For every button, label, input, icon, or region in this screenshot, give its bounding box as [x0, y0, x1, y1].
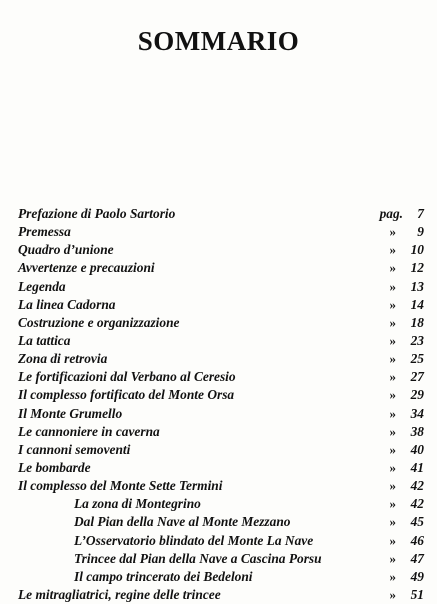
toc-entry	[18, 350, 424, 368]
toc-page-marker: »	[389, 387, 396, 403]
toc-entry-title: La zona di Montegrino	[74, 496, 201, 512]
toc-page-number: 47	[410, 550, 424, 566]
toc-entry	[18, 477, 424, 495]
toc-page-marker: »	[389, 441, 396, 457]
toc-entry	[18, 441, 424, 459]
toc-entry	[18, 314, 424, 332]
toc-entry-title: Legenda	[18, 278, 66, 294]
toc-entry	[18, 568, 424, 586]
toc-entry-title: Le cannoniere in caverna	[18, 423, 160, 439]
toc-page-marker: »	[389, 423, 396, 439]
toc-page-marker: »	[389, 550, 396, 566]
toc-entry	[18, 423, 424, 441]
toc-page-marker: »	[389, 568, 396, 584]
toc-page-number: 38	[410, 423, 424, 439]
toc-page-marker: »	[389, 314, 396, 330]
toc-entry-title: Costruzione e organizzazione	[18, 314, 180, 330]
toc-entry-title: Premessa	[18, 224, 71, 240]
toc-page-marker: »	[389, 496, 396, 512]
toc-entry-title: I cannoni semoventi	[18, 441, 131, 457]
toc-page-marker: »	[389, 351, 396, 367]
toc-page-marker: »	[389, 242, 396, 258]
toc-entry-title: Il Monte Grumello	[18, 405, 123, 421]
toc-entry	[18, 259, 424, 277]
toc-entry-title: La tattica	[18, 332, 71, 348]
table-of-contents	[18, 205, 424, 604]
toc-page-marker: »	[389, 478, 396, 494]
toc-page-number: 27	[410, 369, 424, 385]
toc-page-marker: »	[389, 296, 396, 312]
toc-page-marker: »	[389, 224, 396, 240]
toc-entry	[18, 241, 424, 259]
toc-page-number: 46	[410, 532, 424, 548]
toc-entry	[18, 278, 424, 296]
toc-page-marker: »	[389, 459, 396, 475]
toc-page-number: 34	[410, 405, 424, 421]
toc-page-number: 29	[410, 387, 424, 403]
toc-entry	[18, 205, 424, 223]
toc-page-number: 42	[410, 478, 424, 494]
toc-entry-title: Il complesso fortificato del Monte Orsa	[18, 387, 235, 403]
toc-entry	[18, 495, 424, 513]
toc-entry-title: Il complesso del Monte Sette Termini	[18, 478, 223, 494]
toc-page-number: 40	[410, 441, 424, 457]
toc-entry	[18, 532, 424, 550]
toc-page-marker: »	[389, 369, 396, 385]
toc-page-marker: »	[389, 586, 396, 602]
toc-page-marker: »	[389, 332, 396, 348]
toc-entry-title: Prefazione di Paolo Sartorio	[18, 206, 176, 221]
toc-page-number: 45	[410, 514, 424, 530]
toc-entry	[18, 459, 424, 477]
toc-entry-title: Zona di retrovia	[18, 351, 108, 367]
toc-entry	[18, 513, 424, 531]
toc-entry	[18, 550, 424, 568]
toc-entry	[18, 586, 424, 604]
toc-page-number: 49	[410, 568, 424, 584]
toc-page-number: 41	[410, 459, 424, 475]
toc-page-number: 42	[410, 496, 424, 512]
toc-page-marker: »	[389, 278, 396, 294]
toc-page-number: 18	[410, 314, 424, 330]
toc-entry-title: Le fortificazioni dal Verbano al Ceresio	[18, 369, 236, 385]
toc-page-marker: »	[389, 405, 396, 421]
toc-page-marker: pag.	[379, 206, 403, 221]
toc-page-number: 12	[410, 260, 424, 276]
toc-page-number: 23	[410, 332, 424, 348]
page-title: SOMMARIO	[137, 26, 300, 56]
toc-page-number: 51	[410, 586, 424, 602]
toc-entry	[18, 296, 424, 314]
toc-page-number: 25	[410, 351, 424, 367]
toc-entry	[18, 405, 424, 423]
toc-entry-title: Quadro d’unione	[18, 242, 114, 258]
toc-page-number: 7	[417, 206, 424, 221]
toc-entry-title: Trincee dal Pian della Nave a Cascina Porsu	[74, 550, 322, 566]
toc-entry	[18, 386, 424, 404]
toc-entry-title: La linea Cadorna	[18, 296, 116, 312]
toc-entry-title: L’Osservatorio blindato del Monte La Nave	[74, 532, 314, 548]
toc-page-number: 9	[417, 224, 424, 240]
toc-page-number: 10	[410, 242, 424, 258]
toc-entry-title: Dal Pian della Nave al Monte Mezzano	[74, 514, 291, 530]
toc-entry	[18, 223, 424, 241]
toc-page-number: 13	[410, 278, 424, 294]
toc-entry	[18, 332, 424, 350]
toc-page-number: 14	[410, 296, 424, 312]
toc-entry	[18, 368, 424, 386]
toc-page-marker: »	[389, 260, 396, 276]
toc-entry-title: Il campo trincerato dei Bedeloni	[74, 568, 253, 584]
toc-page-marker: »	[389, 514, 396, 530]
toc-entry-title: Le bombarde	[18, 459, 91, 475]
toc-entry-title: Le mitragliatrici, regine delle trincee	[18, 586, 221, 602]
toc-page-marker: »	[389, 532, 396, 548]
toc-entry-title: Avvertenze e precauzioni	[18, 260, 155, 276]
